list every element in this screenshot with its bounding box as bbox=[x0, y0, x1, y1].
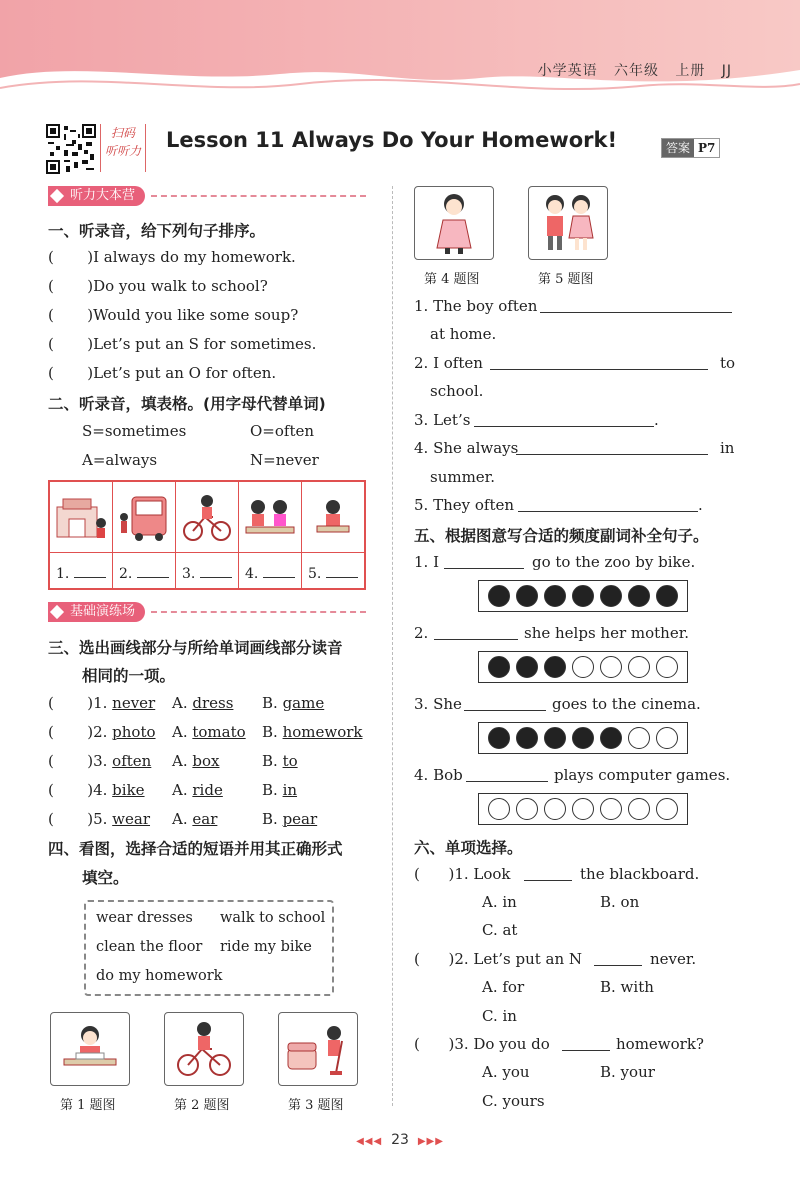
cell-number: 2. bbox=[119, 566, 133, 582]
option-word: tomato bbox=[192, 723, 246, 741]
p6-q1-stem-end: the blackboard. bbox=[580, 865, 700, 883]
q1-text: 1. The boy often bbox=[414, 297, 538, 315]
q3-blank[interactable] bbox=[474, 412, 654, 427]
item-word: bike bbox=[112, 781, 145, 799]
p5-item1-pre: 1. I bbox=[414, 553, 440, 571]
table-cell bbox=[113, 482, 176, 588]
answer-page: P7 bbox=[698, 141, 716, 155]
lesson-title: Lesson 11 Always Do Your Homework! bbox=[166, 128, 618, 152]
p5-item3-pre: 3. She bbox=[414, 695, 462, 713]
table-cell bbox=[176, 482, 239, 588]
option-letter: B. bbox=[262, 810, 283, 828]
option-letter: B. bbox=[262, 781, 283, 799]
edition-label: JJ bbox=[721, 63, 732, 79]
qr-code-icon[interactable] bbox=[46, 124, 96, 174]
option-b[interactable] bbox=[262, 723, 362, 741]
option-c[interactable]: C. in bbox=[482, 1007, 517, 1025]
option-word: ride bbox=[192, 781, 223, 799]
page-footer bbox=[0, 1132, 800, 1148]
answer-blank[interactable] bbox=[326, 563, 358, 578]
q2-text-to: to bbox=[720, 354, 736, 372]
cell-number: 1. bbox=[56, 566, 70, 582]
part1-item: ( )I always do my homework. bbox=[48, 248, 296, 266]
option-letter: A. bbox=[172, 694, 193, 712]
part3-title: 三、选出画线部分与所给单词画线部分读音 bbox=[48, 639, 343, 657]
part2-title: 二、听录音，填表格。(用字母代替单词) bbox=[48, 395, 326, 413]
empty-circle-icon bbox=[628, 727, 650, 749]
option-b[interactable]: B. with bbox=[600, 978, 654, 996]
next-arrows-icon: ▶▶▶ bbox=[417, 1136, 444, 1147]
cell-number: 3. bbox=[182, 566, 196, 582]
grade-label: 六年级 bbox=[614, 63, 660, 79]
empty-circle-icon bbox=[544, 798, 566, 820]
part1-item: ( )Let’s put an S for sometimes. bbox=[48, 335, 317, 353]
table-cell bbox=[302, 482, 364, 588]
picture-3-caption: 第 3 题图 bbox=[288, 1098, 344, 1113]
option-b[interactable] bbox=[262, 694, 324, 712]
listening-banner bbox=[48, 186, 366, 206]
filled-circle-icon bbox=[488, 656, 510, 678]
part1-item-text: )Do you walk to school? bbox=[87, 277, 268, 295]
q5-end: . bbox=[698, 496, 703, 514]
p6-q3-stem: )3. Do you do bbox=[448, 1035, 550, 1053]
part1-item: ( )Would you like some soup? bbox=[48, 306, 299, 324]
q5-text: 5. They often bbox=[414, 496, 515, 514]
cell-number: 4. bbox=[245, 566, 259, 582]
scan-text: 扫码 bbox=[110, 126, 135, 140]
q4-text-cont: summer. bbox=[430, 468, 495, 486]
option-letter: B. bbox=[262, 723, 283, 741]
part1-item-text: )Let’s put an O for often. bbox=[87, 364, 277, 382]
q2-blank[interactable] bbox=[490, 355, 708, 370]
part5-title: 五、根据图意写合适的频度副词补全句子。 bbox=[414, 527, 709, 545]
page-number: 23 bbox=[391, 1132, 409, 1148]
school-gate-icon bbox=[53, 489, 109, 545]
frequency-dots bbox=[478, 722, 688, 754]
key-never: N=never bbox=[250, 451, 319, 469]
filled-circle-icon bbox=[544, 727, 566, 749]
p6-q2: ( )2. Let’s put an N bbox=[414, 950, 583, 968]
scan-listen-label bbox=[100, 124, 146, 172]
boy-reading-icon bbox=[305, 489, 361, 545]
p6-q3-stem-end: homework? bbox=[616, 1035, 704, 1053]
answer-blank[interactable] bbox=[263, 563, 295, 578]
item-num: )5. bbox=[87, 810, 113, 828]
part3-item: ( )5. wear bbox=[48, 810, 151, 828]
item-num: )4. bbox=[87, 781, 113, 799]
frequency-dots bbox=[478, 793, 688, 825]
picture-1 bbox=[50, 1012, 130, 1086]
option-word: game bbox=[282, 694, 325, 712]
item-word: never bbox=[112, 694, 156, 712]
option-word: pear bbox=[282, 810, 318, 828]
picture-5 bbox=[528, 186, 608, 260]
p5-item2-post: she helps her mother. bbox=[524, 624, 689, 642]
prev-arrows-icon: ◀◀◀ bbox=[356, 1136, 383, 1147]
frequency-dots bbox=[478, 651, 688, 683]
option-a[interactable] bbox=[172, 694, 233, 712]
q4-text-in: in bbox=[720, 439, 735, 457]
empty-circle-icon bbox=[572, 656, 594, 678]
p5-item4-pre: 4. Bob bbox=[414, 766, 463, 784]
book-info bbox=[538, 60, 732, 80]
empty-circle-icon bbox=[488, 798, 510, 820]
q3-text: 3. Let’s bbox=[414, 411, 471, 429]
q5-blank[interactable] bbox=[518, 497, 698, 512]
p5-item3-post: goes to the cinema. bbox=[552, 695, 701, 713]
option-word: box bbox=[192, 752, 220, 770]
empty-circle-icon bbox=[656, 727, 678, 749]
filled-circle-icon bbox=[544, 656, 566, 678]
phrase-box bbox=[84, 900, 334, 996]
part1-item: ( )Let’s put an O for often. bbox=[48, 364, 277, 382]
empty-circle-icon bbox=[572, 798, 594, 820]
answer-tag[interactable] bbox=[661, 138, 720, 158]
cell-number: 5. bbox=[308, 566, 322, 582]
listen-text: 听听力 bbox=[104, 144, 141, 158]
empty-circle-icon bbox=[600, 656, 622, 678]
p6-q1-stem: )1. Look bbox=[448, 865, 511, 883]
table-cell bbox=[50, 482, 113, 588]
phrase: walk to school bbox=[220, 910, 326, 926]
option-letter: B. bbox=[262, 752, 283, 770]
answer-blank[interactable] bbox=[137, 563, 169, 578]
filled-circle-icon bbox=[600, 585, 622, 607]
part6-title: 六、单项选择。 bbox=[414, 839, 523, 857]
girl-cleaning-icon bbox=[284, 1019, 352, 1079]
part3-item: ( )4. bike bbox=[48, 781, 145, 799]
filled-circle-icon bbox=[516, 656, 538, 678]
practice-banner bbox=[48, 602, 366, 622]
p5-item4-post: plays computer games. bbox=[554, 766, 731, 784]
practice-banner-label: 基础演练场 bbox=[48, 602, 145, 622]
p6-q1: ( )1. Look bbox=[414, 865, 511, 883]
option-letter: A. bbox=[172, 723, 193, 741]
empty-circle-icon bbox=[656, 798, 678, 820]
option-a[interactable]: A. for bbox=[482, 978, 525, 996]
phrase: ride my bike bbox=[220, 939, 312, 955]
p5-item2-blank[interactable] bbox=[434, 625, 518, 640]
option-b[interactable] bbox=[262, 810, 317, 828]
option-letter: A. bbox=[172, 752, 193, 770]
p6-q1-blank[interactable] bbox=[524, 866, 572, 881]
option-a[interactable] bbox=[172, 810, 217, 828]
filled-circle-icon bbox=[488, 585, 510, 607]
item-word: wear bbox=[112, 810, 151, 828]
option-word: to bbox=[282, 752, 298, 770]
term-label: 上册 bbox=[675, 63, 706, 79]
filled-circle-icon bbox=[600, 727, 622, 749]
filled-circle-icon bbox=[572, 727, 594, 749]
item-num: )3. bbox=[87, 752, 113, 770]
part3-item: ( )1. never bbox=[48, 694, 156, 712]
option-letter: A. bbox=[172, 781, 193, 799]
empty-circle-icon bbox=[656, 656, 678, 678]
part1-item: ( )Do you walk to school? bbox=[48, 277, 268, 295]
q4-blank[interactable] bbox=[516, 440, 708, 455]
p6-q2-stem: )2. Let’s put an N bbox=[448, 950, 583, 968]
filled-circle-icon bbox=[544, 585, 566, 607]
picture-4-caption: 第 4 题图 bbox=[424, 272, 480, 287]
answer-blank[interactable] bbox=[200, 563, 232, 578]
part3-title-cont: 相同的一项。 bbox=[82, 667, 176, 685]
listening-table bbox=[48, 480, 366, 590]
picture-1-caption: 第 1 题图 bbox=[60, 1098, 116, 1113]
phrase: wear dresses bbox=[96, 910, 193, 926]
bike-rider-icon bbox=[179, 489, 235, 545]
boy-bike-icon bbox=[172, 1019, 236, 1079]
option-c[interactable]: C. at bbox=[482, 921, 518, 939]
option-b[interactable]: B. on bbox=[600, 893, 640, 911]
answer-blank[interactable] bbox=[74, 563, 106, 578]
empty-circle-icon bbox=[600, 798, 622, 820]
key-sometimes: S=sometimes bbox=[82, 422, 187, 440]
filled-circle-icon bbox=[572, 585, 594, 607]
item-word: photo bbox=[112, 723, 156, 741]
p5-item1-blank[interactable] bbox=[444, 554, 524, 569]
option-a[interactable]: A. in bbox=[482, 893, 517, 911]
picture-2-caption: 第 2 题图 bbox=[174, 1098, 230, 1113]
column-divider bbox=[392, 186, 393, 1106]
option-c[interactable]: C. yours bbox=[482, 1092, 545, 1110]
phrase: clean the floor bbox=[96, 939, 203, 955]
key-often: O=often bbox=[250, 422, 315, 440]
phrase: do my homework bbox=[96, 968, 223, 984]
item-num: )1. bbox=[87, 694, 113, 712]
option-a[interactable]: A. you bbox=[482, 1063, 530, 1081]
option-letter: A. bbox=[172, 810, 193, 828]
empty-circle-icon bbox=[516, 798, 538, 820]
part3-item: ( )2. photo bbox=[48, 723, 156, 741]
frequency-dots bbox=[478, 580, 688, 612]
filled-circle-icon bbox=[516, 727, 538, 749]
part4-title-cont: 填空。 bbox=[82, 869, 129, 887]
option-word: dress bbox=[192, 694, 234, 712]
option-a[interactable] bbox=[172, 781, 223, 799]
p5-item3-blank[interactable] bbox=[464, 696, 546, 711]
filled-circle-icon bbox=[628, 585, 650, 607]
part1-item-text: )Let’s put an S for sometimes. bbox=[87, 335, 317, 353]
picture-3 bbox=[278, 1012, 358, 1086]
part1-title: 一、听录音，给下列句子排序。 bbox=[48, 222, 266, 240]
option-a[interactable] bbox=[172, 723, 246, 741]
q3-end: . bbox=[654, 411, 659, 429]
option-word: homework bbox=[282, 723, 363, 741]
p6-q2-blank[interactable] bbox=[594, 951, 642, 966]
q2-text: 2. I often bbox=[414, 354, 483, 372]
filled-circle-icon bbox=[516, 585, 538, 607]
option-word: ear bbox=[192, 810, 218, 828]
series-label: 小学英语 bbox=[537, 63, 598, 79]
boy-homework-icon bbox=[58, 1019, 122, 1079]
option-letter: B. bbox=[262, 694, 283, 712]
p5-item2-pre: 2. bbox=[414, 624, 429, 642]
picture-4 bbox=[414, 186, 494, 260]
q2-text-cont: school. bbox=[430, 382, 484, 400]
empty-circle-icon bbox=[628, 798, 650, 820]
kids-walking-icon bbox=[535, 190, 601, 256]
option-b[interactable] bbox=[262, 752, 298, 770]
p5-item4-blank[interactable] bbox=[466, 767, 548, 782]
filled-circle-icon bbox=[656, 585, 678, 607]
part1-item-text: )I always do my homework. bbox=[87, 248, 296, 266]
kids-desk-icon bbox=[242, 489, 298, 545]
picture-5-caption: 第 5 题图 bbox=[538, 272, 594, 287]
p6-q3-blank[interactable] bbox=[562, 1036, 610, 1051]
part4-title: 四、看图，选择合适的短语并用其正确形式 bbox=[48, 840, 343, 858]
listening-banner-label: 听力大本营 bbox=[48, 186, 145, 206]
item-word: often bbox=[112, 752, 152, 770]
part3-item: ( )3. often bbox=[48, 752, 152, 770]
filled-circle-icon bbox=[488, 727, 510, 749]
q1-blank[interactable] bbox=[540, 298, 732, 313]
p6-q2-stem-end: never. bbox=[650, 950, 697, 968]
bus-icon bbox=[116, 489, 172, 545]
item-num: )2. bbox=[87, 723, 113, 741]
part1-item-text: )Would you like some soup? bbox=[87, 306, 299, 324]
empty-circle-icon bbox=[628, 656, 650, 678]
header-band bbox=[0, 0, 800, 100]
option-a[interactable] bbox=[172, 752, 219, 770]
table-cell bbox=[239, 482, 302, 588]
q1-text-cont: at home. bbox=[430, 325, 497, 343]
p6-q3: ( )3. Do you do bbox=[414, 1035, 550, 1053]
option-word: in bbox=[282, 781, 298, 799]
option-b[interactable]: B. your bbox=[600, 1063, 655, 1081]
picture-2 bbox=[164, 1012, 244, 1086]
girl-dress-icon bbox=[429, 190, 479, 256]
q4-text: 4. She always bbox=[414, 439, 519, 457]
option-b[interactable] bbox=[262, 781, 297, 799]
key-always: A=always bbox=[82, 451, 158, 469]
answer-label: 答案 bbox=[662, 139, 694, 157]
p5-item1-post: go to the zoo by bike. bbox=[532, 553, 696, 571]
